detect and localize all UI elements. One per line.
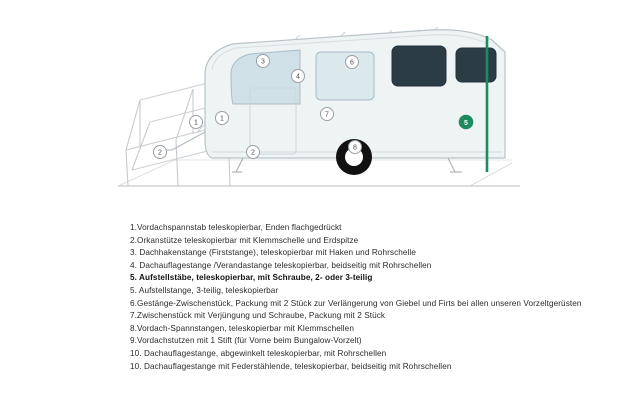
marker-2b-label: 2: [251, 149, 255, 157]
caravan-mid-window: [316, 52, 374, 100]
legend-list: [0, 222, 640, 373]
legend-item-7: 7.Zwischenstück mit Verjüngung und Schraube, Packung mit 2 Stück: [130, 311, 386, 321]
marker-8-label: 8: [353, 144, 357, 152]
legend-item-5-highlighted: 5. Aufstellstäbe, teleskopierbar, mit Schraube, 2- oder 3-teilig: [130, 273, 373, 283]
marker-2a: [154, 146, 167, 159]
legend-item-4: 4. Dachauflagestange /Verandastange teleskopierbar, beidseitig mit Rohrschellen: [130, 260, 432, 270]
legend-item-8: 8.Vordach-Spannstangen, teleskopierbar mit Klemmschellen: [130, 323, 354, 333]
marker-8: [349, 141, 362, 154]
marker-1b: [216, 112, 229, 125]
caravan-rear-window-1: [392, 46, 446, 86]
marker-6-label: 6: [350, 59, 354, 67]
marker-7: [321, 108, 334, 121]
legend-item-10b: 10. Dachauflagestange mit Federstählende, teleskopierbar, beidseitig mit Rohrschellen: [130, 361, 452, 371]
legend-item-9: 9.Vordachstutzen mit 1 Stift (für Vorne beim Bungalow-Vorzelt): [130, 336, 362, 346]
marker-6: [346, 56, 359, 69]
marker-1a-label: 1: [194, 119, 198, 127]
marker-2b: [247, 146, 260, 159]
legend-item-3: 3. Dachhakenstange (Firststange), teleskopierbar mit Haken und Rohrschelle: [130, 248, 416, 258]
ground-perspective-right: [470, 163, 512, 186]
marker-2a-label: 2: [158, 149, 162, 157]
marker-1b-label: 1: [220, 115, 224, 123]
marker-4: [292, 70, 305, 83]
legend-item-10a: 10. Dachauflagestange, abgewinkelt teleskopierbar, mit Rohrschellen: [130, 348, 387, 358]
marker-3-label: 3: [261, 58, 265, 66]
legend-item-5b: 5. Aufstellstange, 3-teilig, teleskopierbar: [130, 285, 279, 295]
marker-5-highlight: [459, 115, 473, 129]
legend-item-2: 2.Orkanstütze teleskopierbar mit Klemmschelle und Erdspitze: [130, 235, 359, 245]
caravan-hitch: [160, 132, 205, 150]
marker-1a: [190, 116, 203, 129]
legend-item-6: 6.Gestänge-Zwischenstück, Packung mit 2 Stück zur Verlängerung von Giebel und Firts bei allen unseren Vorzeltgerüsten: [130, 298, 582, 308]
legend-item-1: 1.Vordachspannstab teleskopierbar, Enden flachgedrückt: [130, 223, 342, 232]
marker-5-label: 5: [464, 119, 468, 127]
marker-4-label: 4: [296, 73, 300, 81]
caravan-rear-window-2: [456, 48, 496, 82]
marker-7-label: 7: [325, 111, 329, 119]
marker-3: [257, 55, 270, 68]
